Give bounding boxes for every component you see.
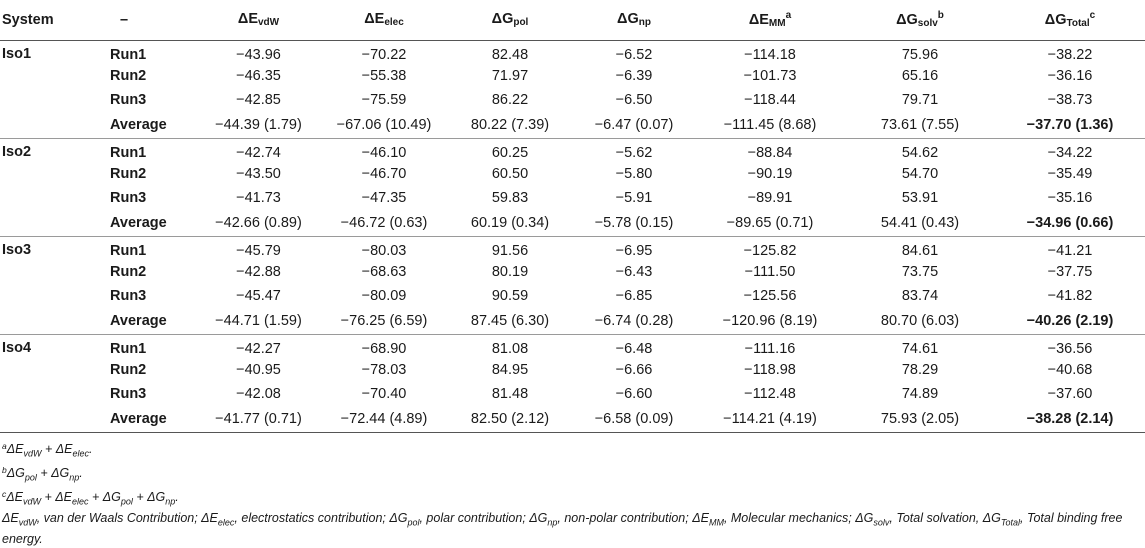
- eelec-cell: −78.03: [361, 362, 407, 378]
- gnp-cell: −5.62: [615, 144, 653, 161]
- gsolv-cell: 65.16: [901, 68, 939, 84]
- gtotal-cell: −36.16: [1047, 68, 1093, 84]
- eelec-cell: −70.22: [361, 46, 407, 63]
- emm-cell: −118.98: [744, 362, 796, 378]
- header-system: System: [2, 11, 54, 28]
- header-gnp: $\Delta G_{np}$: [617, 11, 651, 29]
- system-cell: Iso1: [2, 45, 32, 62]
- table-row: [0, 186, 1145, 210]
- system-cell: [0, 112, 100, 138]
- table-row: [0, 64, 1145, 88]
- gnp-cell: −6.66: [615, 362, 653, 378]
- emm-cell: −125.56: [743, 288, 797, 304]
- system-cell: [0, 284, 100, 308]
- header-row: [0, 0, 1145, 40]
- gpol-cell: 60.19 (0.34): [470, 214, 550, 231]
- gpol-cell: 82.48: [491, 46, 529, 63]
- eelec-cell: −76.25 (6.59): [340, 312, 428, 329]
- gsolv-cell: 79.71: [901, 92, 939, 108]
- header-emm: $\Delta E_{MM}^a$: [748, 10, 792, 30]
- evdw-cell: −44.71 (1.59): [215, 312, 302, 329]
- gnp-cell: −6.39: [615, 68, 653, 84]
- average-row: [0, 406, 1145, 432]
- evdw-cell: −43.96: [236, 46, 281, 63]
- run-cell: Run2: [110, 362, 147, 378]
- system-cell: [0, 382, 100, 406]
- table-row: [0, 88, 1145, 112]
- emm-cell: −111.16: [744, 340, 796, 357]
- footnote-abbreviations: $\Delta E_{vdW}$, van der Waals Contribution; $\Delta E_{elec}$, electrostatics contribution; $\Delta G_{pol}$, polar contribution; $\Delta G_{np}$, non-polar contribution; $\Delta E_{MM}$, Molecular mechanics; $\Delta G_{solv}$, Total solvation, $\Delta G_{Total}$, Total binding free energy.: [2, 511, 1123, 546]
- gtotal-cell: −34.96 (0.66): [1026, 214, 1114, 231]
- header-gpol: $\Delta G_{pol}$: [491, 11, 529, 29]
- gnp-cell: −6.58 (0.09): [594, 410, 674, 427]
- header-gsolv: $\Delta G_{solv}^b$: [896, 10, 944, 30]
- run-cell: Average: [110, 312, 167, 329]
- run-cell: Run1: [110, 144, 147, 161]
- gsolv-cell: 73.75: [901, 264, 939, 280]
- run-cell: Run3: [110, 386, 147, 402]
- emm-cell: −90.19: [747, 166, 793, 182]
- header-gtotal: $\Delta G_{Total}^c$: [1044, 10, 1096, 30]
- evdw-cell: −42.85: [236, 92, 281, 108]
- system-cell: Iso2: [2, 143, 32, 160]
- eelec-cell: −80.09: [361, 288, 407, 304]
- gnp-cell: −5.78 (0.15): [594, 214, 674, 231]
- system-cell: [0, 260, 100, 284]
- table-row: [0, 284, 1145, 308]
- table-row: [0, 40, 1145, 64]
- run-cell: Run2: [110, 68, 147, 84]
- gpol-cell: 91.56: [491, 242, 529, 259]
- run-cell: Run3: [110, 288, 147, 304]
- gsolv-cell: 75.96: [901, 46, 939, 63]
- eelec-cell: −67.06 (10.49): [336, 116, 432, 133]
- gtotal-cell: −40.26 (2.19): [1026, 312, 1114, 329]
- system-cell: [0, 358, 100, 382]
- gtotal-cell: −36.56: [1047, 340, 1093, 357]
- gpol-cell: 80.22 (7.39): [470, 116, 550, 133]
- eelec-cell: −75.59: [361, 92, 407, 108]
- run-cell: Run2: [110, 264, 147, 280]
- system-group: [0, 40, 1145, 138]
- emm-cell: −89.65 (0.71): [726, 214, 814, 231]
- evdw-cell: −41.73: [236, 190, 281, 206]
- table-row: [0, 334, 1145, 358]
- evdw-cell: −45.79: [236, 242, 281, 259]
- gsolv-cell: 83.74: [901, 288, 939, 304]
- gtotal-cell: −41.82: [1047, 288, 1093, 304]
- emm-cell: −101.73: [743, 68, 797, 84]
- emm-cell: −111.50: [744, 264, 796, 280]
- gtotal-cell: −35.16: [1047, 190, 1093, 206]
- eelec-cell: −47.35: [361, 190, 407, 206]
- run-cell: Run1: [110, 242, 147, 259]
- gtotal-cell: −37.60: [1047, 386, 1093, 402]
- gpol-cell: 87.45 (6.30): [470, 312, 550, 329]
- table-row: [0, 236, 1145, 260]
- emm-cell: −112.48: [744, 386, 796, 402]
- table-row: [0, 260, 1145, 284]
- gpol-cell: 82.50 (2.12): [470, 410, 550, 427]
- gsolv-cell: 73.61 (7.55): [880, 116, 960, 133]
- table-row: [0, 358, 1145, 382]
- gpol-cell: 81.08: [491, 340, 529, 357]
- gnp-cell: −6.74 (0.28): [594, 312, 674, 329]
- run-cell: Run1: [110, 46, 147, 63]
- gpol-cell: 90.59: [491, 288, 529, 304]
- system-group: [0, 334, 1145, 432]
- gnp-cell: −5.91: [615, 190, 653, 206]
- eelec-cell: −72.44 (4.89): [340, 410, 428, 427]
- gnp-cell: −6.47 (0.07): [594, 116, 674, 133]
- gpol-cell: 60.25: [491, 144, 529, 161]
- gpol-cell: 59.83: [491, 190, 529, 206]
- evdw-cell: −42.27: [236, 340, 281, 357]
- gsolv-cell: 80.70 (6.03): [880, 312, 960, 329]
- table-row: [0, 162, 1145, 186]
- average-row: [0, 210, 1145, 236]
- eelec-cell: −55.38: [361, 68, 407, 84]
- system-group: [0, 138, 1145, 236]
- evdw-cell: −40.95: [236, 362, 281, 378]
- header-evdw: $\Delta E_{vdW}$: [237, 11, 280, 29]
- table-header: [0, 0, 1145, 40]
- run-cell: Run3: [110, 190, 147, 206]
- eelec-cell: −68.90: [361, 340, 407, 357]
- eelec-cell: −46.70: [361, 166, 407, 182]
- average-row: [0, 112, 1145, 138]
- evdw-cell: −46.35: [236, 68, 281, 84]
- evdw-cell: −44.39 (1.79): [215, 116, 302, 133]
- system-cell: [0, 186, 100, 210]
- system-cell: [0, 64, 100, 88]
- gtotal-cell: −38.22: [1047, 46, 1093, 63]
- gpol-cell: 71.97: [491, 68, 529, 84]
- gpol-cell: 60.50: [491, 166, 529, 182]
- eelec-cell: −68.63: [361, 264, 407, 280]
- gsolv-cell: 54.70: [901, 166, 939, 182]
- gsolv-cell: 74.89: [901, 386, 939, 402]
- gnp-cell: −6.60: [615, 386, 653, 402]
- gsolv-cell: 54.62: [901, 144, 939, 161]
- gsolv-cell: 78.29: [901, 362, 939, 378]
- system-cell: Iso4: [2, 339, 32, 356]
- footnote-a: $^a\Delta E_{vdW} + \Delta E_{elec}$.: [2, 441, 93, 459]
- gnp-cell: −6.50: [615, 92, 653, 108]
- emm-cell: −89.91: [747, 190, 793, 206]
- gpol-cell: 80.19: [491, 264, 529, 280]
- gtotal-cell: −37.75: [1047, 264, 1093, 280]
- system-cell: Iso3: [2, 241, 32, 258]
- gnp-cell: −6.85: [615, 288, 653, 304]
- gpol-cell: 81.48: [491, 386, 529, 402]
- run-cell: Run1: [110, 340, 147, 357]
- gsolv-cell: 54.41 (0.43): [880, 214, 960, 231]
- eelec-cell: −46.10: [361, 144, 407, 161]
- gtotal-cell: −35.49: [1047, 166, 1093, 182]
- system-cell: [0, 406, 100, 432]
- evdw-cell: −42.08: [236, 386, 281, 402]
- run-cell: Average: [110, 116, 167, 133]
- evdw-cell: −43.50: [236, 166, 281, 182]
- gnp-cell: −6.95: [615, 242, 653, 259]
- emm-cell: −114.21 (4.19): [723, 410, 817, 427]
- system-cell: [0, 88, 100, 112]
- table-row: [0, 138, 1145, 162]
- system-cell: [0, 210, 100, 236]
- system-cell: [0, 308, 100, 334]
- evdw-cell: −41.77 (0.71): [215, 410, 302, 427]
- average-row: [0, 308, 1145, 334]
- eelec-cell: −70.40: [361, 386, 407, 402]
- gnp-cell: −5.80: [615, 166, 653, 182]
- gsolv-cell: 84.61: [901, 242, 939, 259]
- eelec-cell: −46.72 (0.63): [340, 214, 428, 231]
- evdw-cell: −42.74: [236, 144, 281, 161]
- emm-cell: −120.96 (8.19): [722, 312, 818, 329]
- emm-cell: −114.18: [744, 46, 796, 63]
- gtotal-cell: −34.22: [1047, 144, 1093, 161]
- evdw-cell: −42.66 (0.89): [215, 214, 302, 231]
- run-cell: Run2: [110, 166, 147, 182]
- gtotal-cell: −38.28 (2.14): [1026, 410, 1114, 427]
- evdw-cell: −45.47: [236, 288, 281, 304]
- header-eelec: $\Delta E_{elec}$: [364, 11, 404, 29]
- emm-cell: −118.44: [744, 92, 796, 108]
- header-run: –: [120, 11, 129, 28]
- gsolv-cell: 74.61: [901, 340, 939, 357]
- footnote-b: $^b\Delta G_{pol} + \Delta G_{np}$.: [2, 465, 83, 483]
- gtotal-cell: −37.70 (1.36): [1026, 116, 1114, 133]
- table-footnotes: [2, 438, 1142, 548]
- gnp-cell: −6.43: [615, 264, 653, 280]
- system-group: [0, 236, 1145, 334]
- gtotal-cell: −38.73: [1047, 92, 1093, 108]
- run-cell: Run3: [110, 92, 147, 108]
- gnp-cell: −6.48: [615, 340, 653, 357]
- emm-cell: −88.84: [747, 144, 793, 161]
- table-row: [0, 382, 1145, 406]
- gnp-cell: −6.52: [615, 46, 653, 63]
- footnote-c: $^c\Delta E_{vdW} + \Delta E_{elec} + \Delta G_{pol} + \Delta G_{np}$.: [2, 489, 179, 507]
- gpol-cell: 84.95: [491, 362, 529, 378]
- gtotal-cell: −40.68: [1047, 362, 1093, 378]
- gpol-cell: 86.22: [491, 92, 529, 108]
- evdw-cell: −42.88: [236, 264, 281, 280]
- system-cell: [0, 162, 100, 186]
- gsolv-cell: 53.91: [901, 190, 939, 206]
- gsolv-cell: 75.93 (2.05): [880, 410, 960, 427]
- emm-cell: −111.45 (8.68): [723, 116, 817, 133]
- eelec-cell: −80.03: [361, 242, 407, 259]
- run-cell: Average: [110, 214, 167, 231]
- run-cell: Average: [110, 410, 167, 427]
- gtotal-cell: −41.21: [1047, 242, 1093, 259]
- emm-cell: −125.82: [743, 242, 797, 259]
